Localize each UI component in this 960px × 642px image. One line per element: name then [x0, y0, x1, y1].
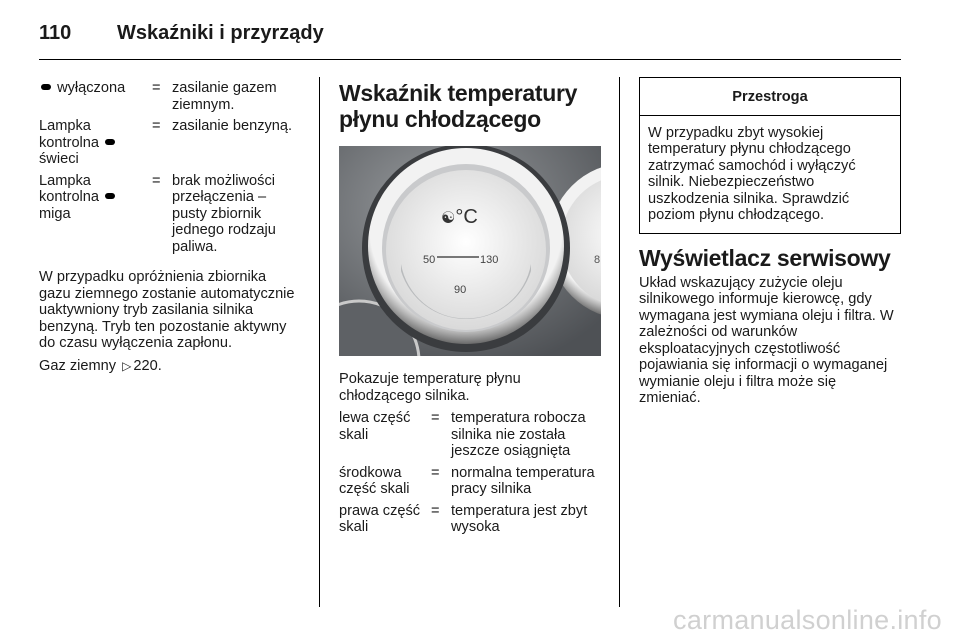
fuel-indicator-table: [39, 80, 295, 255]
column-2: [339, 80, 601, 541]
row-term: [39, 80, 152, 113]
caution-title: Przestroga: [640, 78, 900, 116]
fuel-indicator-icon: [105, 139, 115, 145]
gauge-scale-label: 50: [423, 254, 436, 266]
row-description: temperatura robocza silnika nie została jeszcze osiągnięta: [451, 410, 586, 459]
row-term: prawa część skali: [339, 502, 421, 535]
row-equals: =: [431, 410, 440, 426]
paragraph-cross-reference: [39, 358, 295, 375]
row-equals: =: [431, 502, 440, 519]
page-reference-arrow-icon: ▷: [122, 358, 132, 373]
column-3: [639, 77, 901, 407]
row-description: temperatura jest zbyt wysoka: [451, 502, 588, 535]
row-term: środkowa część skali: [339, 464, 410, 497]
running-title: Wskaźniki i przyrządy: [117, 22, 324, 44]
page-header: [39, 22, 324, 54]
header-rule: [39, 59, 901, 60]
row-description: normalna temperatura pracy silnika: [451, 464, 595, 497]
coolant-gauge-illustration: [339, 146, 601, 356]
row-term-state: świeci: [39, 151, 79, 167]
row-equals: =: [152, 118, 161, 134]
column-divider-left: [319, 77, 320, 607]
row-equals: =: [152, 80, 161, 96]
column-1: [39, 80, 295, 374]
table-row: [39, 173, 295, 256]
gauge-scale-label: 90: [454, 284, 467, 296]
coolant-gauge-photo: [339, 146, 601, 356]
watermark: carmanualsonline.info: [673, 605, 942, 635]
gauge-scale-table: [339, 410, 601, 536]
gauge-caption: Pokazuje temperaturę płynu chłodzącego silnika.: [339, 371, 521, 404]
page-number: 110: [39, 22, 72, 44]
gauge-unit-label: ☯°C: [441, 206, 478, 228]
paragraph-fuel-switch: W przypadku opróżnienia zbiornika gazu ziemnego zostanie automatycznie uaktywniony tryb zasilania silnika benzyną. Tryb ten pozostanie aktywny do czasu wyłączenia zapłonu.: [39, 269, 295, 351]
table-row: [39, 118, 295, 168]
thermometer-icon: ☯: [441, 210, 456, 227]
fuel-indicator-icon: [41, 84, 51, 90]
row-term: [39, 118, 152, 168]
row-equals: =: [152, 172, 161, 189]
table-row: [339, 503, 601, 536]
service-display-heading: Wyświetlacz serwisowy: [639, 244, 891, 271]
row-description: zasilanie gazem ziemnym.: [172, 80, 277, 113]
row-description: brak możliwości przełączenia – pusty zbiornik jednego rodzaju paliwa.: [172, 172, 276, 255]
table-row: [39, 80, 295, 113]
row-term-text: Lampka kontrolna: [39, 172, 100, 205]
cross-reference-page-link[interactable]: 220.: [133, 357, 162, 374]
row-description: zasilanie benzyną.: [172, 118, 293, 134]
row-term: lewa część skali: [339, 410, 411, 443]
row-equals: =: [431, 464, 440, 481]
caution-text: W przypadku zbyt wysokiej temperatury płynu chłodzącego zatrzymać samochód i wyłączyć silnik. Niebezpieczeństwo uszkodzenia silnika. Sprawdzić poziom płynu chłodzącego.: [648, 124, 856, 223]
fuel-indicator-icon: [105, 193, 115, 199]
cross-reference-text: Gaz ziemny: [39, 357, 117, 374]
gauge-needle: [437, 256, 479, 258]
gauge-scale-label: 130: [480, 254, 499, 266]
row-term-state: miga: [39, 205, 71, 222]
table-row: [339, 465, 601, 498]
row-term: [39, 173, 152, 256]
right-gauge-partial-label: 8: [594, 254, 601, 266]
service-display-text: Układ wskazujący zużycie oleju silnikowego informuje kierowcę, gdy wymagana jest wymiana oleju i filtra. W zależności od warunków eksploatacyjnych częstotliwość pojawiania się informacji o wymaganej wymianie oleju i filtra może się zmieniać.: [639, 274, 894, 406]
caution-box: [639, 77, 901, 234]
table-row: [339, 410, 601, 460]
row-term-text: wyłączona: [57, 80, 126, 96]
row-term-text: Lampka kontrolna: [39, 118, 100, 151]
column-divider-right: [619, 77, 620, 607]
coolant-temperature-heading: Wskaźnik temperatury płynu chłodzącego: [339, 80, 578, 132]
